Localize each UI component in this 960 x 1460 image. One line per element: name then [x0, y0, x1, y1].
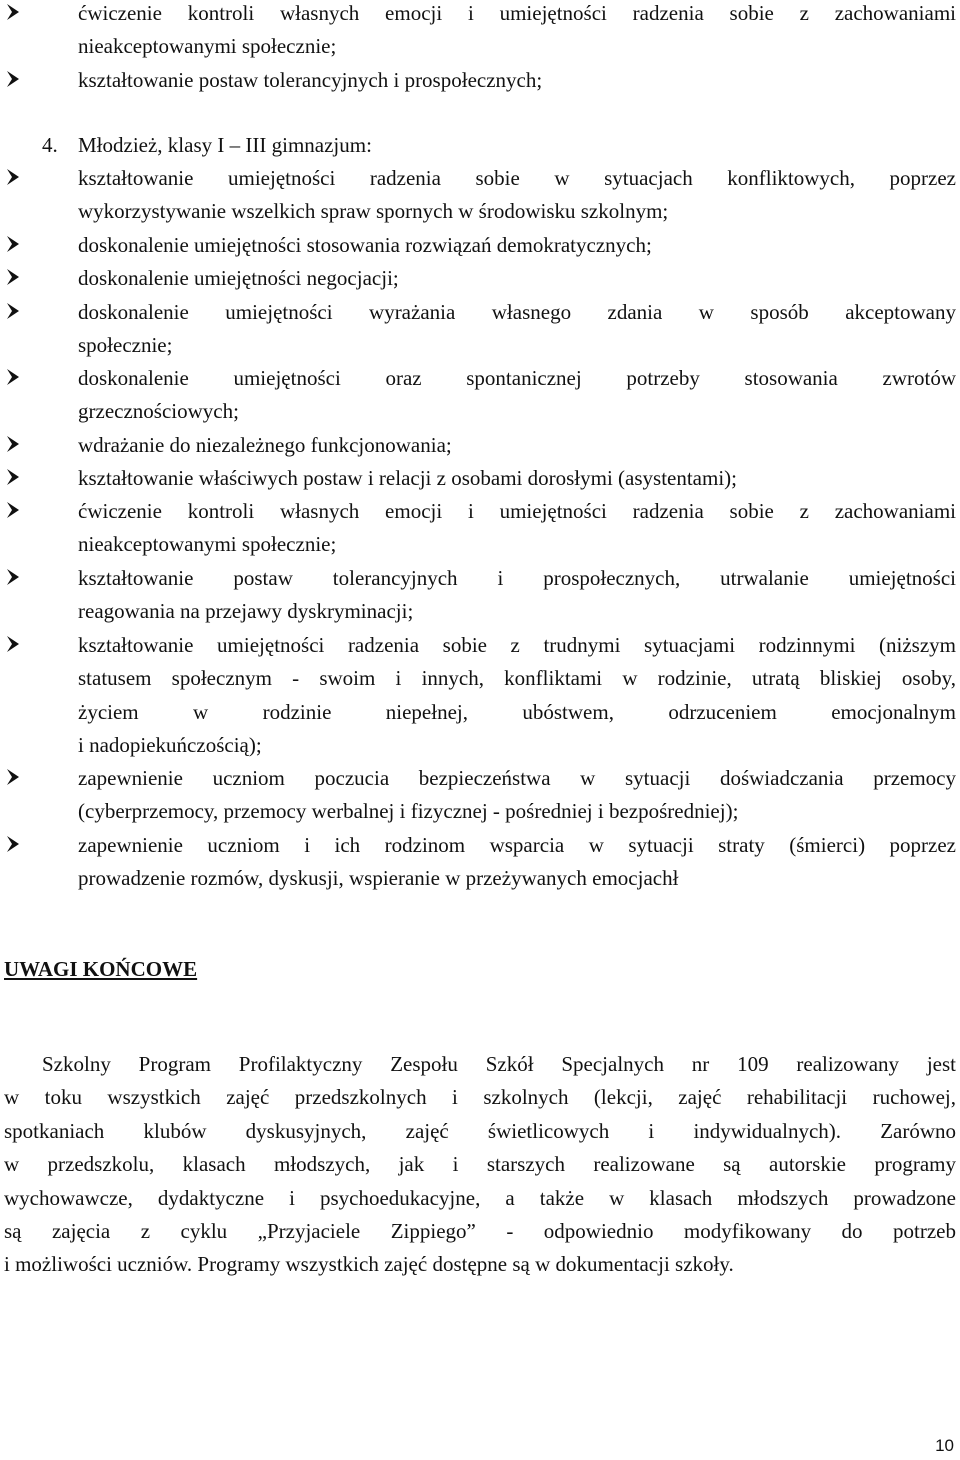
list-item-line: i nadopiekuńczością); — [78, 733, 262, 757]
arrowhead-bullet-icon — [6, 767, 20, 787]
arrowhead-bullet-icon — [6, 267, 20, 287]
paragraph-line: i możliwości uczniów. Programy wszystkich zajęć dostępne są w dokumentacji szkoły. — [4, 1252, 734, 1276]
list-item-line: życiem w rodzinie niepełnej, ubóstwem, odrzuceniem emocjonalnym — [78, 700, 956, 724]
paragraph-line: w toku wszystkich zajęć przedszkolnych i szkolnych (lekcji, zajęć rehabilitacji ruchowej, — [4, 1085, 956, 1109]
arrowhead-bullet-icon — [6, 2, 20, 22]
paragraph-line: Szkolny Program Profilaktyczny Zespołu Szkół Specjalnych nr 109 realizowany jest — [42, 1052, 956, 1076]
arrowhead-bullet-icon — [6, 467, 20, 487]
arrowhead-bullet-icon — [6, 434, 20, 454]
list-item-line: doskonalenie umiejętności oraz spontanicznej potrzeby stosowania zwrotów — [78, 366, 956, 390]
list-item-line: statusem społecznym - swoim i innych, konfliktami w rodzinie, utratą bliskiej osoby, — [78, 666, 956, 690]
section-number: 4. — [42, 133, 58, 157]
paragraph-line: są zajęcia z cyklu „Przyjaciele Zippiego” - odpowiednio modyfikowany do potrzeb — [4, 1219, 956, 1243]
arrowhead-bullet-icon — [6, 69, 20, 89]
arrowhead-bullet-icon — [6, 634, 20, 654]
list-item-line: grzecznościowych; — [78, 399, 239, 423]
section-title: Młodzież, klasy I – III gimnazjum: — [78, 133, 372, 157]
list-item-line: (cyberprzemocy, przemocy werbalnej i fizycznej - pośredniej i bezpośredniej); — [78, 799, 739, 823]
list-item-line: doskonalenie umiejętności stosowania rozwiązań demokratycznych; — [78, 233, 652, 257]
page-number: 10 — [935, 1436, 954, 1455]
list-item-line: kształtowanie właściwych postaw i relacji z osobami dorosłymi (asystentami); — [78, 466, 737, 490]
list-item-line: zapewnienie uczniom poczucia bezpieczeństwa w sytuacji doświadczania przemocy — [78, 766, 956, 790]
list-item-line: kształtowanie postaw tolerancyjnych i prospołecznych, utrwalanie umiejętności — [78, 566, 956, 590]
list-item-line: nieakceptowanymi społecznie; — [78, 532, 337, 556]
list-item-line: ćwiczenie kontroli własnych emocji i umiejętności radzenia sobie z zachowaniami — [78, 1, 956, 25]
arrowhead-bullet-icon — [6, 367, 20, 387]
list-item-line: społecznie; — [78, 333, 173, 357]
list-item-line: zapewnienie uczniom i ich rodzinom wsparcia w sytuacji straty (śmierci) poprzez — [78, 833, 956, 857]
paragraph-line: spotkaniach klubów dyskusyjnych, zajęć świetlicowych i indywidualnych). Zarówno — [4, 1119, 956, 1143]
list-item-line: doskonalenie umiejętności wyrażania własnego zdania w sposób akceptowany — [78, 300, 956, 324]
list-item-line: kształtowanie umiejętności radzenia sobie z trudnymi sytuacjami rodzinnymi (niższym — [78, 633, 956, 657]
list-item-line: doskonalenie umiejętności negocjacji; — [78, 266, 399, 290]
paragraph-line: wychowawcze, dydaktyczne i psychoedukacyjne, a także w klasach młodszych prowadzone — [4, 1186, 956, 1210]
list-item-line: wykorzystywanie wszelkich spraw spornych w środowisku szkolnym; — [78, 199, 669, 223]
list-item-line: ćwiczenie kontroli własnych emocji i umiejętności radzenia sobie z zachowaniami — [78, 499, 956, 523]
arrowhead-bullet-icon — [6, 500, 20, 520]
arrowhead-bullet-icon — [6, 234, 20, 254]
list-item-line: reagowania na przejawy dyskryminacji; — [78, 599, 414, 623]
paragraph-line: w przedszkolu, klasach młodszych, jak i starszych realizowane są autorskie programy — [4, 1152, 956, 1176]
list-item-line: prowadzenie rozmów, dyskusji, wspieranie w przeżywanych emocjachł — [78, 866, 679, 890]
list-item-line: nieakceptowanymi społecznie; — [78, 34, 337, 58]
list-item-line: wdrażanie do niezależnego funkcjonowania; — [78, 433, 452, 457]
arrowhead-bullet-icon — [6, 567, 20, 587]
arrowhead-bullet-icon — [6, 301, 20, 321]
closing-heading: UWAGI KOŃCOWE — [4, 957, 198, 981]
arrowhead-bullet-icon — [6, 834, 20, 854]
list-item-line: kształtowanie umiejętności radzenia sobie w sytuacjach konfliktowych, poprzez — [78, 166, 956, 190]
arrowhead-bullet-icon — [6, 167, 20, 187]
list-item-line: kształtowanie postaw tolerancyjnych i prospołecznych; — [78, 68, 543, 92]
